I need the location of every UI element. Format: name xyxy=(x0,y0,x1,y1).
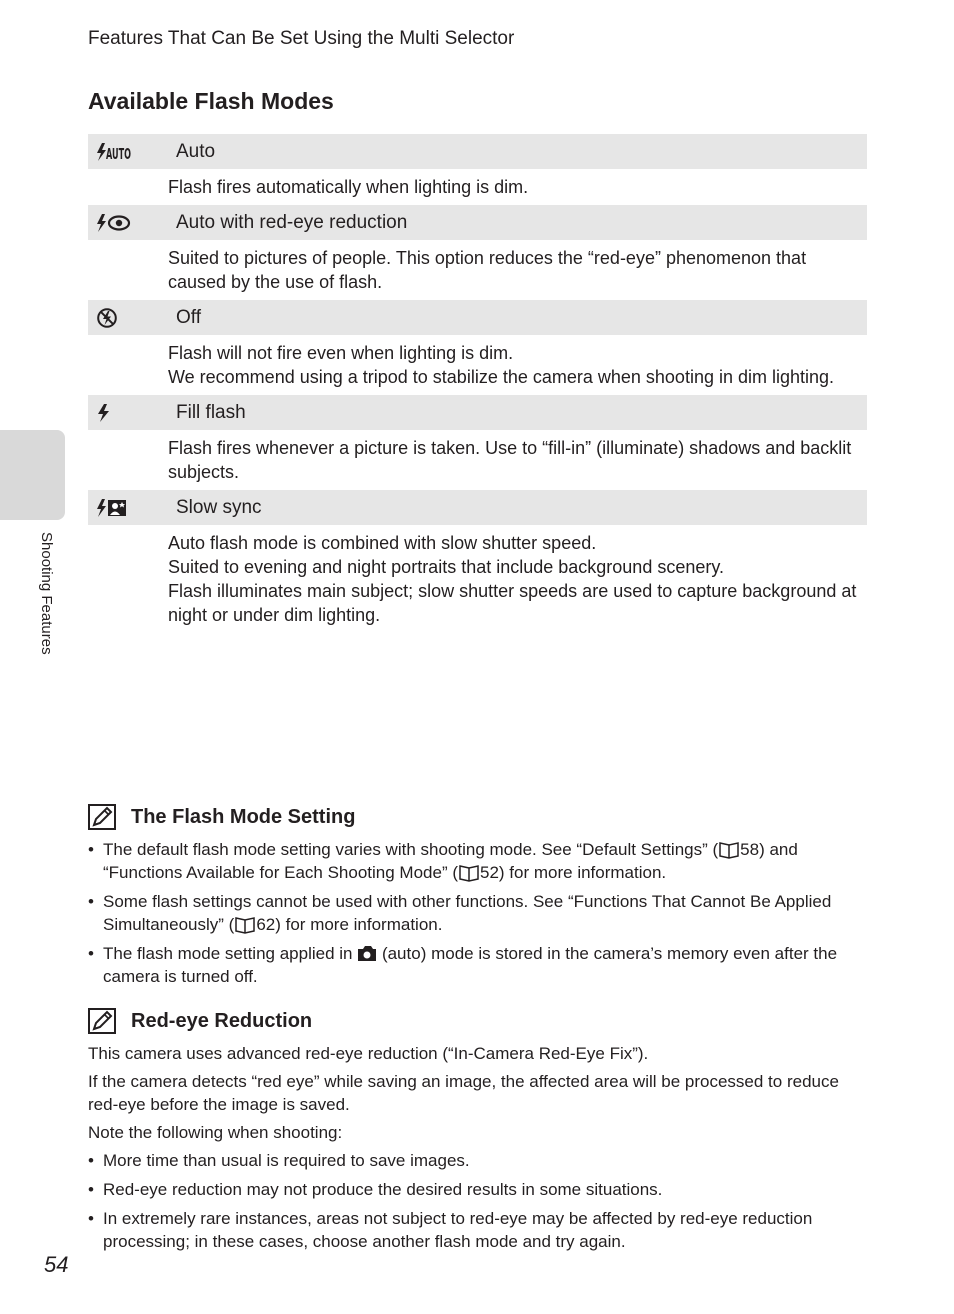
slow-sync-icon xyxy=(88,498,176,518)
description-line: Flash illuminates main subject; slow shutter speeds are used to capture background at night or under dim lighting. xyxy=(168,581,857,625)
description-line: Suited to evening and night portraits that include background scenery. xyxy=(168,557,725,577)
flash-off-icon xyxy=(88,307,176,329)
page-reference[interactable]: 52 xyxy=(480,863,499,882)
book-ref-icon xyxy=(718,840,740,858)
mode-description xyxy=(88,169,867,205)
mode-name: Auto with red-eye reduction xyxy=(176,211,408,233)
mode-row-fill-flash xyxy=(88,395,867,430)
list-item: • More time than usual is required to save images. xyxy=(88,1149,868,1172)
note-bullet-list xyxy=(88,1149,868,1253)
camera-auto-icon xyxy=(357,944,377,962)
flash-mode-table xyxy=(88,134,867,633)
notes-section xyxy=(88,804,868,1259)
page-reference[interactable]: 62 xyxy=(256,915,276,934)
paragraph: This camera uses advanced red-eye reduction (“In-Camera Red-Eye Fix”). xyxy=(88,1044,649,1063)
flash-auto-icon xyxy=(88,142,176,162)
page-number: 54 xyxy=(44,1252,69,1277)
section-title: Available Flash Modes xyxy=(88,88,334,114)
book-ref-icon xyxy=(234,915,256,933)
mode-row-red-eye xyxy=(88,205,867,240)
side-tab xyxy=(0,430,65,520)
mode-description xyxy=(88,525,867,633)
description-line: Suited to pictures of people. This option reduces the “red-eye” phenomenon that caused by the use of flash. xyxy=(168,248,807,292)
note-heading-flash-mode-setting xyxy=(88,804,868,830)
mode-name: Off xyxy=(176,306,201,328)
note-title: Red-eye Reduction xyxy=(131,1009,313,1032)
description-line: Auto flash mode is combined with slow shutter speed. xyxy=(168,533,597,553)
note-heading-red-eye-reduction xyxy=(88,1008,868,1034)
description-line: Flash fires automatically when lighting is dim. xyxy=(168,177,529,197)
mode-name: Auto xyxy=(176,140,216,162)
description-line: Flash fires whenever a picture is taken. Use to “fill-in” (illuminate) shadows and backlit subjects. xyxy=(168,438,852,482)
mode-name: Slow sync xyxy=(176,496,262,518)
mode-description xyxy=(88,240,867,300)
svg-text:AUTO: AUTO xyxy=(106,144,131,163)
mode-description xyxy=(88,430,867,490)
description-line: We recommend using a tripod to stabilize the camera when shooting in dim lighting. xyxy=(168,367,835,387)
book-ref-icon xyxy=(458,863,480,881)
flash-red-eye-icon xyxy=(88,213,176,233)
mode-name: Fill flash xyxy=(176,401,246,423)
running-head: Features That Can Be Set Using the Multi Selector xyxy=(88,28,515,49)
fill-flash-icon xyxy=(88,403,176,423)
pencil-note-icon xyxy=(88,804,116,830)
paragraph: If the camera detects “red eye” while saving an image, the affected area will be processed to reduce red-eye before the image is saved. xyxy=(88,1072,839,1114)
mode-row-auto xyxy=(88,134,867,169)
side-tab-label: Shooting Features xyxy=(38,532,55,655)
page-reference[interactable]: 58 xyxy=(740,840,760,859)
description-line: Flash will not fire even when lighting is dim. xyxy=(168,343,514,363)
note-bullet-list xyxy=(88,838,868,988)
list-item: • Some flash settings cannot be used with other functions. See “Functions That Cannot Be Applied Simultaneously” ( 62) for more information. xyxy=(88,890,868,936)
mode-row-off xyxy=(88,300,867,335)
note-title: The Flash Mode Setting xyxy=(131,805,356,828)
list-item: • In extremely rare instances, areas not subject to red-eye may be affected by red-eye reduction processing; in these cases, choose another flash mode and try again. xyxy=(88,1207,868,1253)
list-item: • The default flash mode setting varies with shooting mode. See “Default Settings” ( 58) and “Functions Available for Each Shooting Mode” ( 52) for more information. xyxy=(88,838,868,884)
mode-row-slow-sync xyxy=(88,490,867,525)
paragraph: Note the following when shooting: xyxy=(88,1123,343,1142)
list-item: • The flash mode setting applied in (auto) mode is stored in the camera’s memory even after the camera is turned off. xyxy=(88,942,868,988)
mode-description xyxy=(88,335,867,395)
list-item: • Red-eye reduction may not produce the desired results in some situations. xyxy=(88,1178,868,1201)
pencil-note-icon xyxy=(88,1008,116,1034)
